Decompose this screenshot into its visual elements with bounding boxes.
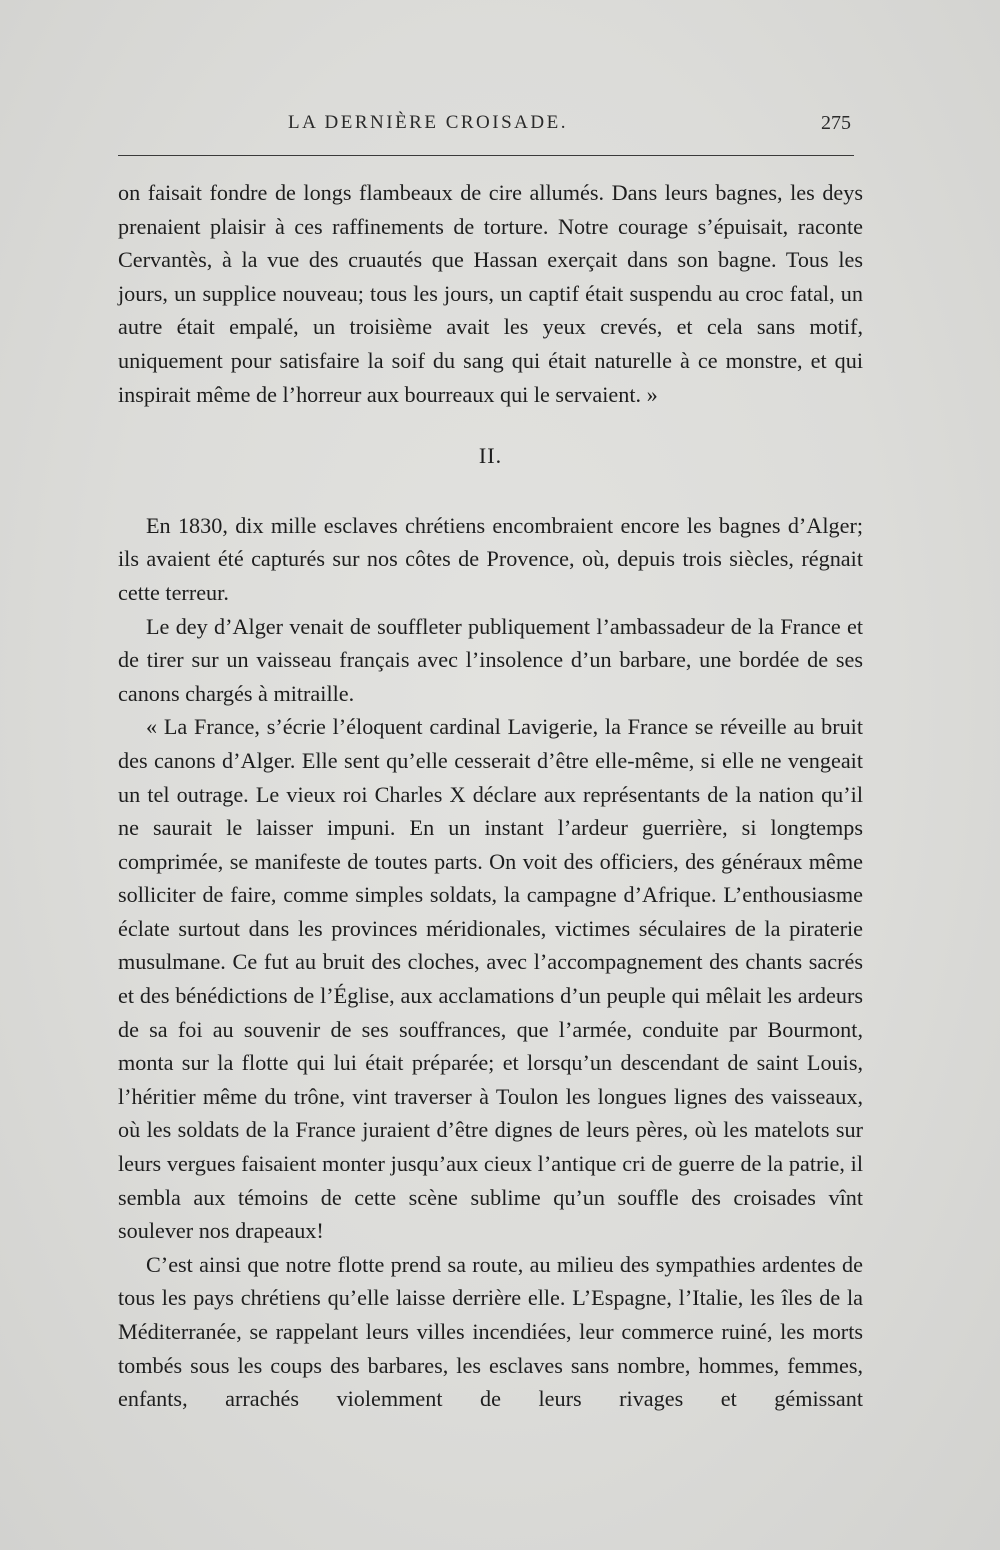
paragraph-3: « La France, s’écrie l’éloquent cardinal Lavigerie, la France se réveille au bruit des canons d’Alger. Elle sent qu’elle cesserait d’être elle-même, si elle ne vengeait un tel outrage. Le vieux roi Charles X déclare aux représentants de la nation qu’il ne saurait le laisser impuni. En un instant l’ardeur guerrière, si longtemps comprimée, se manifeste de toutes parts. On voit des officiers, des généraux même solliciter de faire, comme simples soldats, la campagne d’Afrique. L’enthousiasme éclate surtout dans les provinces méridionales, victimes séculaires de la piraterie musulmane. Ce fut au bruit des cloches, avec l’accompagnement des chants sacrés et des bénédictions de l’Église, aux acclamations d’un peuple qui mêlait les ardeurs de sa foi au souvenir de ses souffrances, que l’armée, conduite par Bourmont, monta sur la flotte qui lui était préparée; et lorsqu’un descendant de saint Louis, l’héritier même du trône, vint traverser à Toulon les longues lignes des vaisseaux, où les soldats de la France juraient d’être dignes de leurs pères, où les matelots sur leurs vergues faisaient monter jusqu’aux cieux l’antique cri de guerre de la patrie, il sembla aux témoins de cette scène sublime qu’un souffle des croisades vînt soulever nos drapeaux! <box>118 714 863 1244</box>
header-rule <box>118 155 854 156</box>
paragraph-1: En 1830, dix mille esclaves chrétiens encombraient encore les bagnes d’Alger; ils avaient été capturés sur nos côtes de Provence, où, depuis trois siècles, régnait cette terreur. <box>118 512 863 605</box>
body-text <box>118 176 863 1416</box>
page-number: 275 <box>821 112 851 134</box>
section-heading: II. <box>478 443 503 469</box>
running-title: LA DERNIÈRE CROISADE. <box>288 112 568 133</box>
continued-paragraph: on faisait fondre de longs flambeaux de cire allumés. Dans leurs bagnes, les deys prenaient plaisir à ces raffinements de torture. Notre courage s’épuisait, raconte Cervantès, à la vue des cruautés que Hassan exerçait dans son bagne. Tous les jours, un supplice nouveau; tous les jours, un captif était suspendu au croc fatal, un autre était empalé, un troisième avait les yeux crevés, et cela sans motif, uniquement pour satisfaire la soif du sang qui était naturelle à ce monstre, et qui inspirait même de l’horreur aux bourreaux qui le servaient. » <box>118 180 863 407</box>
paragraph-4: C’est ainsi que notre flotte prend sa route, au milieu des sympathies ardentes de tous les pays chrétiens qu’elle laisse derrière elle. L’Espagne, l’Italie, les îles de la Méditerranée, se rappelant leurs villes incendiées, leur commerce ruiné, les morts tombés sous les coups des barbares, les esclaves sans nombre, hommes, femmes, enfants, arrachés violemment de leurs rivages et gémissant <box>118 1251 863 1412</box>
running-head <box>118 112 853 142</box>
paragraph-2: Le dey d’Alger venait de souffleter publiquement l’ambassadeur de la France et de tirer sur un vaisseau français avec l’insolence d’un barbare, une bordée de ses canons chargés à mitraille. <box>118 613 863 706</box>
